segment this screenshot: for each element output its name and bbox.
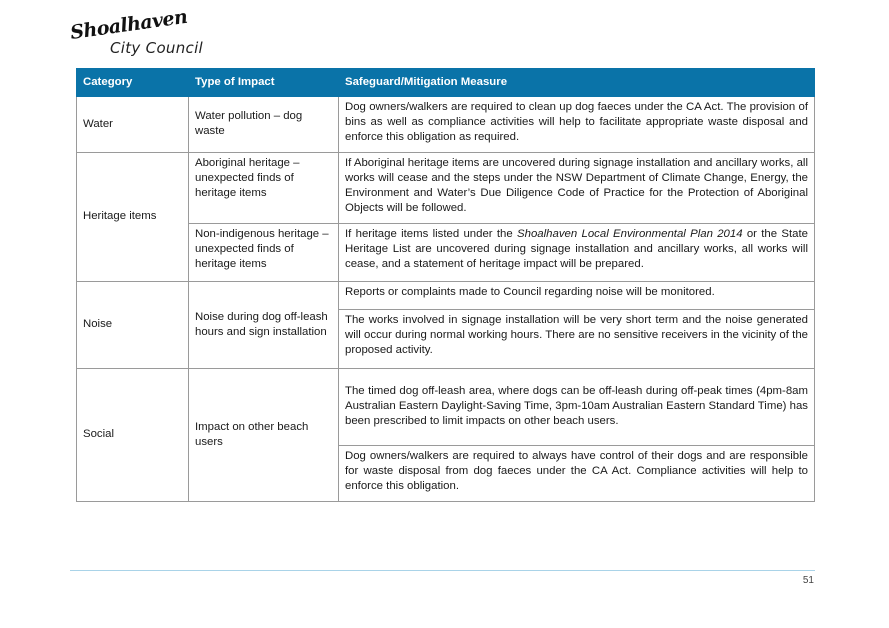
header-safeguard-measure: Safeguard/Mitigation Measure (339, 69, 815, 97)
header-type-of-impact: Type of Impact (189, 69, 339, 97)
measure-cell: The timed dog off-leash area, where dogs can be off-leash during off-peak times (4pm-8am Australian Eastern Daylight-Saving Time, 3pm-10am Australian Eastern Standard Time) has been prescribed to limit impacts on other beach users. (339, 369, 815, 446)
footer-divider (70, 570, 815, 571)
shoalhaven-city-council-logo (68, 5, 210, 66)
table-row-social (77, 369, 815, 446)
page-number: 51 (802, 575, 814, 586)
impact-cell: Non-indigenous heritage – unexpected finds of heritage items (189, 224, 339, 282)
impact-cell: Aboriginal heritage – unexpected finds of heritage items (189, 153, 339, 224)
impact-cell: Impact on other beach users (189, 369, 339, 502)
category-cell: Water (77, 97, 189, 153)
category-cell: Heritage items (77, 153, 189, 282)
measure-cell: Reports or complaints made to Council regarding noise will be monitored. (339, 282, 815, 310)
table-row-water (77, 97, 815, 153)
measure-cell (339, 224, 815, 282)
measure-cell: If Aboriginal heritage items are uncovered during signage installation and ancillary works, all works will cease and the steps under the NSW Department of Climate Change, Energy, the Environment and Water’s Due Diligence Code of Practice for the Protection of Aboriginal Objects will be followed. (339, 153, 815, 224)
impact-cell: Water pollution – dog waste (189, 97, 339, 153)
mitigation-table (76, 68, 815, 502)
logo-script-text: Shoalhaven (68, 5, 189, 44)
category-cell: Social (77, 369, 189, 502)
impact-cell: Noise during dog off-leash hours and sign installation (189, 282, 339, 369)
measure-text: If heritage items listed under the (345, 228, 518, 240)
header-category: Category (77, 69, 189, 97)
measure-text: or the State Heritage List are uncovered during signage installation and ancillary works, all works will cease, and a statement of heritage impact will be prepared. (345, 228, 808, 270)
table-header-row (77, 69, 815, 97)
plan-title-italic: Shoalhaven Local Environmental Plan 2014 (517, 228, 743, 240)
table-row-heritage (77, 153, 815, 224)
measure-cell: Dog owners/walkers are required to clean up dog faeces under the CA Act. The provision of bins as well as compliance activities will help to facilitate appropriate waste disposal and enforce this obligation as required. (339, 97, 815, 153)
measure-cell: Dog owners/walkers are required to always have control of their dogs and are responsible for waste disposal from dog faeces under the CA Act. Compliance activities will help to enforce this obligation. (339, 446, 815, 502)
logo-subtitle: City Council (110, 39, 204, 57)
table-row-noise (77, 282, 815, 310)
category-cell: Noise (77, 282, 189, 369)
measure-cell: The works involved in signage installation will be very short term and the noise generated will occur during normal working hours. There are no sensitive receivers in the vicinity of the proposed activity. (339, 310, 815, 369)
